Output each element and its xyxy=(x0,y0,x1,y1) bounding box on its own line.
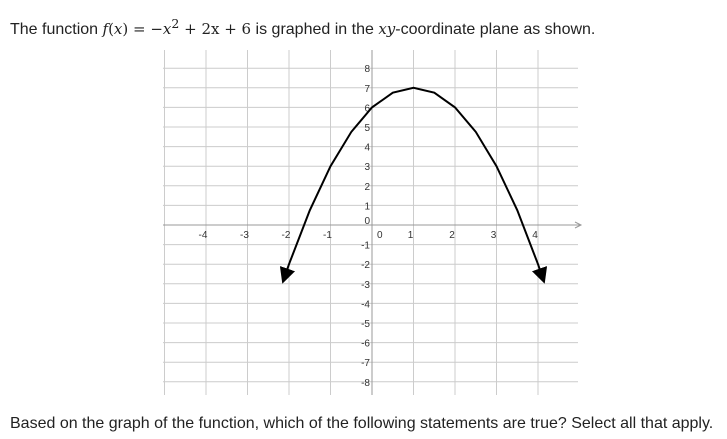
y-tick-label: 2 xyxy=(364,181,370,193)
y-tick-label: 8 xyxy=(364,64,370,76)
x-tick-label: -4 xyxy=(198,230,208,241)
intro-suffix: is graphed in the xyxy=(251,21,379,38)
y-tick-label: 0 xyxy=(364,216,370,227)
y-tick-label: -1 xyxy=(361,240,370,252)
y-tick-label: 4 xyxy=(364,142,370,154)
y-tick-label: -6 xyxy=(361,338,370,350)
y-tick-label: 1 xyxy=(364,201,370,213)
x-tick-label: 1 xyxy=(407,230,414,241)
x-tick-label: 3 xyxy=(490,230,497,241)
equals-sign: = xyxy=(128,20,151,38)
axes xyxy=(163,50,581,395)
neg-x-term: −x xyxy=(150,20,172,38)
x-tick-label: 0 xyxy=(377,230,383,241)
y-tick-label: -8 xyxy=(361,377,370,389)
intro-prefix: The function xyxy=(10,21,103,38)
y-tick-label: -3 xyxy=(361,279,370,291)
x-tick-label: -3 xyxy=(240,230,249,241)
x-tick-label: 2 xyxy=(449,230,455,241)
function-name: f xyxy=(102,20,109,38)
open-paren: ( xyxy=(108,20,114,38)
x-variable: x xyxy=(113,20,123,38)
y-tick-label: 7 xyxy=(364,83,370,95)
intro-end: -coordinate plane as shown. xyxy=(395,21,596,38)
xy-variable: xy xyxy=(378,20,396,38)
rest-of-expression: + 2x + 6 xyxy=(179,20,252,38)
y-tick-label: -4 xyxy=(361,299,370,311)
y-tick-label: 3 xyxy=(364,162,370,174)
x-tick-label: 4 xyxy=(532,230,538,241)
y-tick-label: 6 xyxy=(364,103,370,115)
x-tick-label: -1 xyxy=(323,230,332,241)
x-tick-label: -2 xyxy=(281,230,291,241)
question-prompt: Based on the graph of the function, which of the following statements are true? Select all that apply. xyxy=(10,415,714,432)
grid-lines xyxy=(163,50,578,395)
exponent: 2 xyxy=(171,16,180,31)
close-paren: ) xyxy=(122,20,129,38)
y-tick-label: -2 xyxy=(361,260,370,272)
y-tick-label: -7 xyxy=(361,358,370,370)
y-tick-label: 5 xyxy=(364,123,370,134)
y-tick-label: -5 xyxy=(361,319,370,330)
